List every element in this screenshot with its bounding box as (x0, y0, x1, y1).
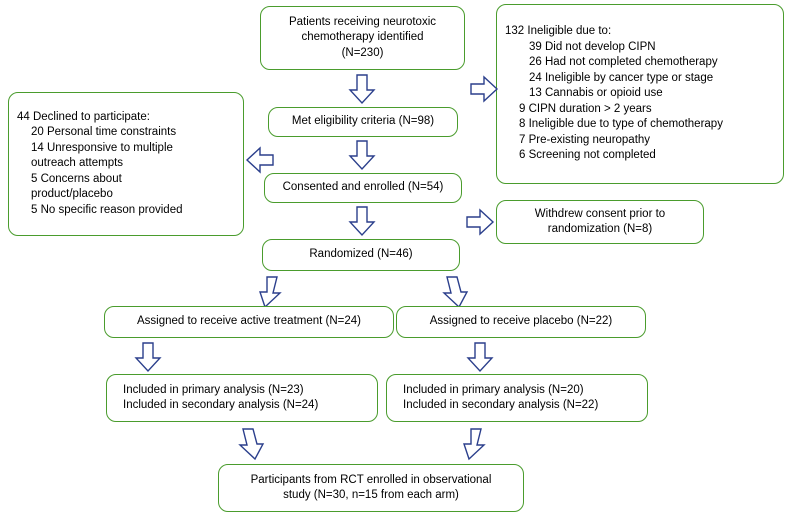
node-screened-line-2: chemotherapy identified (301, 31, 424, 44)
node-ineligible-line-2: 39 Did not develop CIPN (529, 40, 656, 53)
node-active-analysis-line-1: Included in primary analysis (N=23) (123, 383, 304, 396)
node-observational-line-2: study (N=30, n=15 from each arm) (283, 489, 459, 501)
node-eligible (268, 107, 458, 137)
arrow-to-ineligible (470, 76, 498, 102)
node-withdrew-line-2: randomization (N=8) (547, 223, 653, 235)
node-declined-line-2: 20 Personal time constraints (31, 126, 177, 139)
arrow-randomized-to-placebo (438, 276, 468, 308)
node-withdrew (496, 200, 704, 244)
node-ineligible-line-1: 132 Ineligible due to: (505, 25, 612, 38)
node-active-arm-line-1: Assigned to receive active treatment (N=24) (136, 315, 362, 328)
node-ineligible-line-8: 7 Pre-existing neuropathy (519, 133, 651, 146)
node-consented (264, 173, 462, 203)
node-ineligible-line-5: 13 Cannabis or opioid use (529, 87, 663, 100)
arrow-placebo-to-observational (460, 428, 490, 460)
node-declined-line-5: 5 Concerns about (31, 172, 122, 185)
node-ineligible-line-9: 6 Screening not completed (519, 149, 656, 162)
node-placebo-arm (396, 306, 646, 338)
node-observational (218, 464, 524, 512)
node-declined-line-7: 5 No specific reason provided (31, 203, 183, 216)
node-placebo-analysis (386, 374, 648, 422)
node-ineligible-line-6: 9 CIPN duration > 2 years (519, 102, 652, 115)
node-active-arm (104, 306, 394, 338)
node-withdrew-line-1: Withdrew consent prior to (534, 207, 666, 220)
node-placebo-arm-line-1: Assigned to receive placebo (N=22) (429, 315, 613, 328)
node-eligible-line-1: Met eligibility criteria (N=98) (291, 115, 435, 128)
arrow-consented-to-randomized (348, 206, 376, 236)
arrow-randomized-to-active (256, 276, 286, 308)
arrow-active-to-analysis (134, 342, 162, 372)
node-placebo-analysis-line-2: Included in secondary analysis (N=22) (403, 399, 599, 411)
node-randomized-line-1: Randomized (N=46) (309, 248, 413, 261)
node-declined-line-1: 44 Declined to participate: (17, 110, 150, 123)
arrow-placebo-to-analysis (466, 342, 494, 372)
arrow-to-declined (246, 147, 274, 173)
node-screened-line-3: (N=230) (341, 46, 384, 59)
node-screened-line-1: Patients receiving neurotoxic (288, 15, 437, 28)
node-ineligible-line-7: 8 Ineligible due to type of chemotherapy (519, 118, 723, 131)
node-active-analysis-line-2: Included in secondary analysis (N=24) (123, 399, 319, 411)
node-ineligible (496, 4, 784, 184)
node-declined (8, 92, 244, 236)
node-ineligible-line-3: 26 Had not completed chemotherapy (529, 56, 718, 69)
node-consented-line-1: Consented and enrolled (N=54) (282, 181, 444, 194)
node-declined-line-4: outreach attempts (31, 157, 124, 170)
arrow-eligible-to-consented (348, 140, 376, 170)
node-declined-line-6: product/placebo (31, 188, 113, 201)
node-declined-line-3: 14 Unresponsive to multiple (31, 141, 173, 154)
node-active-analysis (106, 374, 378, 422)
arrow-screened-to-eligible (348, 74, 376, 104)
arrow-active-to-observational (234, 428, 264, 460)
node-placebo-analysis-line-1: Included in primary analysis (N=20) (403, 383, 584, 396)
arrow-to-withdrew (466, 209, 494, 235)
node-screened (260, 6, 465, 70)
node-ineligible-line-4: 24 Ineligible by cancer type or stage (529, 71, 714, 84)
node-observational-line-1: Participants from RCT enrolled in observational (250, 473, 492, 486)
node-randomized (262, 239, 460, 271)
